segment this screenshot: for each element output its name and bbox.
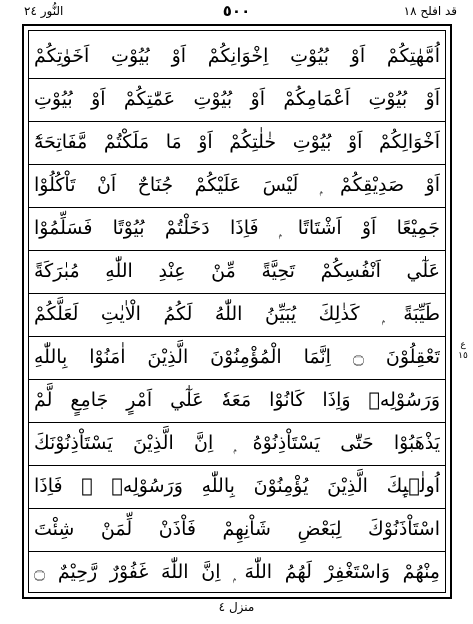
line-divider (29, 379, 445, 380)
text-line: عَلٰٓي اَنْفُسِكُمْ تَحِيَّةً مِّنْ عِنْدِ اللّٰهِ مُبٰرَكَةً (34, 260, 440, 282)
text-line: اَخْوَالِكُمْ اَوْ بُيُوْتِ خٰلٰتِكُمْ اَوْ مَا مَلَكْتُمْ مَّفَاتِحَهٗٓ (34, 131, 440, 153)
text-line: جَمِيْعًا اَوْ اَشْتَاتًا ۭ فَاِذَا دَخَلْتُمْ بُيُوْتًا فَسَلِّمُوْا (34, 217, 440, 239)
line-divider (29, 250, 445, 251)
text-line: يَذْهَبُوْا حَتّٰى يَسْتَاْذِنُوْهُ ۭ اِنَّ الَّذِيْنَ يَسْتَاْذِنُوْنَكَ (34, 432, 440, 454)
line-divider (29, 465, 445, 466)
page-number: ٥٠٠ (222, 2, 251, 20)
manzil-footer: منزل ٤ (218, 600, 255, 614)
text-line: اسْتَاْذَنُوْكَ لِبَعْضِ شَاْنِهِمْ فَاْذَنْ لِّمَنْ شِئْتَ (34, 518, 440, 540)
text-line: مِنْهُمْ وَاسْتَغْفِرْ لَهُمُ اللّٰهَ ۭ اِنَّ اللّٰهَ غَفُوْرٌ رَّحِيْمٌ ۝ (34, 561, 440, 583)
page-header (0, 2, 473, 24)
text-line: طَيِّبَةً ۭ كَذٰلِكَ يُبَيِّنُ اللّٰهُ لَكُمُ الْاٰيٰتِ لَعَلَّكُمْ (34, 303, 440, 325)
text-line: وَرَسُوْلِهٖ وَاِذَا كَانُوْا مَعَهٗ عَلٰٓي اَمْرٍ جَامِعٍ لَّمْ (34, 389, 440, 411)
line-divider (29, 508, 445, 509)
line-divider (29, 422, 445, 423)
juz-label: قد افلح ١٨ (403, 4, 457, 18)
text-line: اُمَّهٰتِكُمْ اَوْ بُيُوْتِ اِخْوَانِكُمْ اَوْ بُيُوْتِ اَخَوٰتِكُمْ (34, 45, 440, 67)
line-divider (29, 207, 445, 208)
text-line: اَوْ بُيُوْتِ اَعْمَامِكُمْ اَوْ بُيُوْتِ عَمّٰتِكُمْ اَوْ بُيُوْتِ (34, 88, 440, 110)
line-divider (29, 78, 445, 79)
line-divider (29, 336, 445, 337)
line-divider (29, 121, 445, 122)
line-divider (29, 164, 445, 165)
ruku-marker: ع ١٥ (458, 340, 468, 361)
line-divider (29, 551, 445, 552)
text-line: تَعْقِلُوْنَ ۝ اِنَّمَا الْمُؤْمِنُوْنَ الَّذِيْنَ اٰمَنُوْا بِاللّٰهِ (34, 346, 440, 368)
surah-name-label: النُّور ٢٤ (24, 4, 64, 18)
line-divider (29, 293, 445, 294)
text-line: اَوْ صَدِيْقِكُمْ ۭ لَيْسَ عَلَيْكُمْ جُنَاحٌ اَنْ تَاْكُلُوْا (34, 174, 440, 196)
text-line: اُولٰۗىِٕكَ الَّذِيْنَ يُؤْمِنُوْنَ بِاللّٰهِ وَرَسُوْلِهٖ ۚ فَاِذَا (34, 475, 440, 497)
